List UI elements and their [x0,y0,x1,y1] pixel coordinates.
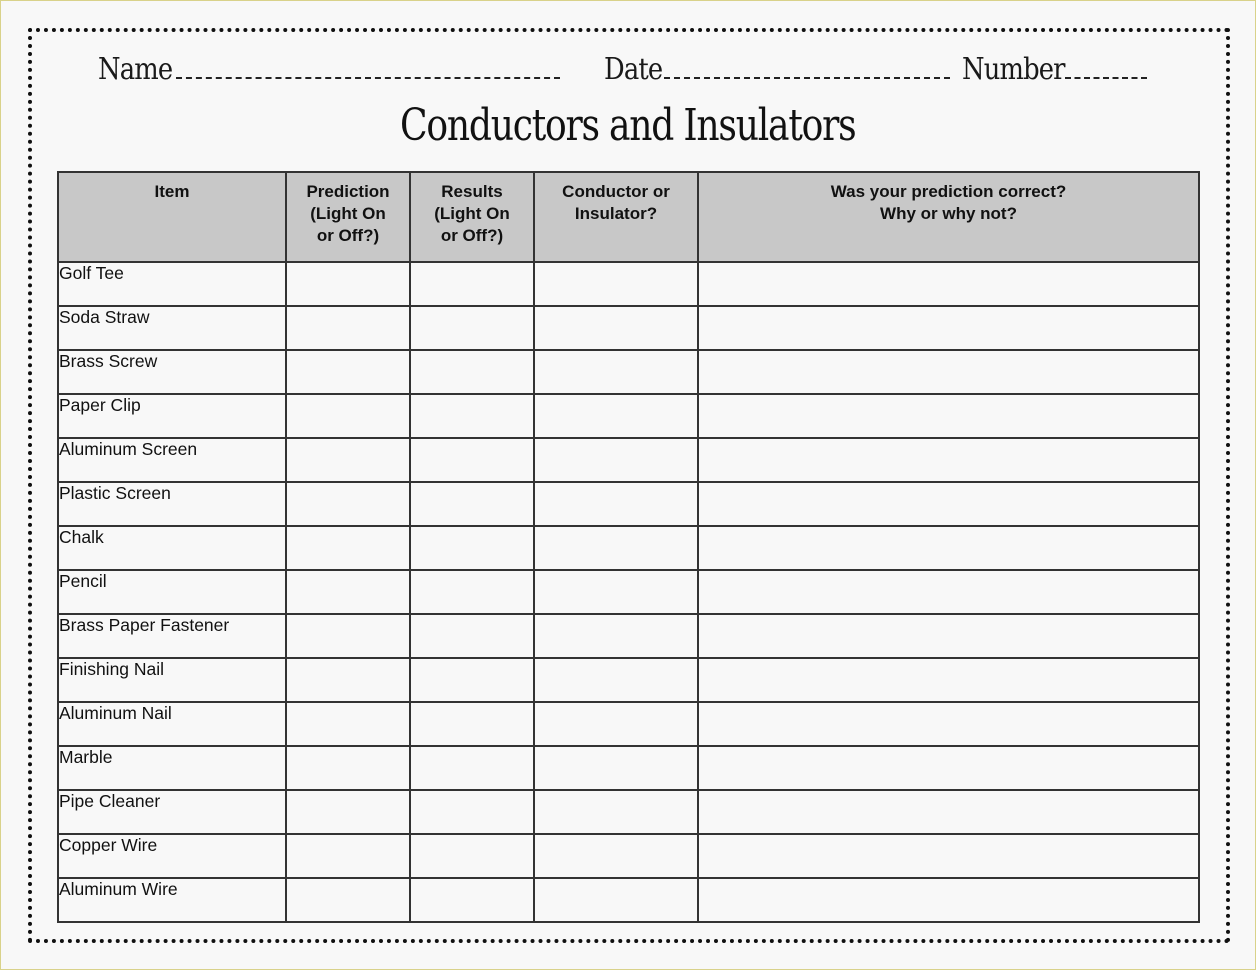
reflection-cell[interactable] [698,746,1199,790]
results-cell[interactable] [410,262,534,306]
item-name-cell: Brass Paper Fastener [58,614,286,658]
results-cell[interactable] [410,482,534,526]
conductor-or-insulator-cell[interactable] [534,306,698,350]
prediction-cell[interactable] [286,526,410,570]
item-name-cell: Chalk [58,526,286,570]
conductor-or-insulator-cell[interactable] [534,834,698,878]
header-text-line: Prediction [306,182,390,201]
conductor-or-insulator-cell[interactable] [534,570,698,614]
reflection-cell[interactable] [698,438,1199,482]
conductor-or-insulator-cell[interactable] [534,438,698,482]
conductor-or-insulator-cell[interactable] [534,702,698,746]
date-blank-line[interactable] [664,77,950,79]
reflection-cell[interactable] [698,658,1199,702]
table-row [58,438,1199,482]
table-row [58,350,1199,394]
prediction-cell[interactable] [286,878,410,922]
header-text-line: or Off?) [440,226,504,245]
table-row [58,790,1199,834]
header-text-line: Insulator? [574,204,658,223]
reflection-cell[interactable] [698,790,1199,834]
item-name-cell: Finishing Nail [58,658,286,702]
conductor-or-insulator-cell[interactable] [534,614,698,658]
number-label: Number [962,52,1065,87]
conductor-or-insulator-cell[interactable] [534,350,698,394]
prediction-cell[interactable] [286,394,410,438]
header-text-line: Conductor or [562,182,670,201]
item-name-cell: Marble [58,746,286,790]
column-header-results [410,172,534,262]
results-cell[interactable] [410,878,534,922]
observation-table [57,171,1200,923]
results-cell[interactable] [410,746,534,790]
conductor-or-insulator-cell[interactable] [534,262,698,306]
results-cell[interactable] [410,526,534,570]
prediction-cell[interactable] [286,658,410,702]
conductor-or-insulator-cell[interactable] [534,790,698,834]
reflection-cell[interactable] [698,570,1199,614]
header-text-line: Results [441,182,503,201]
prediction-cell[interactable] [286,614,410,658]
name-field[interactable] [98,52,560,87]
results-cell[interactable] [410,438,534,482]
prediction-cell[interactable] [286,438,410,482]
item-name-cell: Golf Tee [58,262,286,306]
reflection-cell[interactable] [698,526,1199,570]
header-text-line: Was your prediction correct? [830,182,1067,201]
table-row [58,262,1199,306]
reflection-cell[interactable] [698,350,1199,394]
item-name-cell: Copper Wire [58,834,286,878]
item-name-cell: Plastic Screen [58,482,286,526]
table-row [58,394,1199,438]
prediction-cell[interactable] [286,790,410,834]
prediction-cell[interactable] [286,306,410,350]
date-field[interactable] [604,52,950,87]
conductor-or-insulator-cell[interactable] [534,526,698,570]
header-text-line: Why or why not? [880,204,1017,223]
item-name-cell: Aluminum Screen [58,438,286,482]
prediction-cell[interactable] [286,262,410,306]
prediction-cell[interactable] [286,834,410,878]
item-name-cell: Aluminum Nail [58,702,286,746]
results-cell[interactable] [410,658,534,702]
item-name-cell: Brass Screw [58,350,286,394]
results-cell[interactable] [410,614,534,658]
prediction-cell[interactable] [286,746,410,790]
name-blank-line[interactable] [176,77,560,79]
table-body [58,262,1199,922]
table-header-row [58,172,1199,262]
number-field[interactable] [962,52,1147,87]
prediction-cell[interactable] [286,702,410,746]
results-cell[interactable] [410,394,534,438]
table-row [58,702,1199,746]
conductor-or-insulator-cell[interactable] [534,878,698,922]
results-cell[interactable] [410,834,534,878]
table-row [58,614,1199,658]
conductor-or-insulator-cell[interactable] [534,746,698,790]
header-text-line: Item [154,182,190,201]
number-blank-line[interactable] [1065,77,1147,79]
results-cell[interactable] [410,790,534,834]
column-header-prediction [286,172,410,262]
column-header-item [58,172,286,262]
worksheet-title [0,100,1256,151]
reflection-cell[interactable] [698,306,1199,350]
reflection-cell[interactable] [698,394,1199,438]
results-cell[interactable] [410,570,534,614]
item-name-cell: Soda Straw [58,306,286,350]
conductor-or-insulator-cell[interactable] [534,482,698,526]
worksheet-title-text: Conductors and Insulators [400,100,856,151]
name-label: Name [98,52,173,87]
table-row [58,482,1199,526]
item-name-cell: Aluminum Wire [58,878,286,922]
table-row [58,834,1199,878]
table-row [58,570,1199,614]
reflection-cell[interactable] [698,614,1199,658]
item-name-cell: Pencil [58,570,286,614]
prediction-cell[interactable] [286,350,410,394]
table-row [58,746,1199,790]
item-name-cell: Pipe Cleaner [58,790,286,834]
prediction-cell[interactable] [286,482,410,526]
table-row [58,878,1199,922]
reflection-cell[interactable] [698,878,1199,922]
conductor-or-insulator-cell[interactable] [534,658,698,702]
item-name-cell: Paper Clip [58,394,286,438]
date-label: Date [604,52,663,87]
student-info-line [0,52,1256,96]
results-cell[interactable] [410,306,534,350]
conductor-or-insulator-cell[interactable] [534,394,698,438]
header-text-line: (Light On [310,204,386,223]
table-row [58,526,1199,570]
results-cell[interactable] [410,702,534,746]
table-row [58,306,1199,350]
header-text-line: (Light On [434,204,510,223]
reflection-cell[interactable] [698,482,1199,526]
reflection-cell[interactable] [698,702,1199,746]
column-header-prediction-correct [698,172,1199,262]
reflection-cell[interactable] [698,834,1199,878]
column-header-conductor-or-insulator [534,172,698,262]
results-cell[interactable] [410,350,534,394]
reflection-cell[interactable] [698,262,1199,306]
prediction-cell[interactable] [286,570,410,614]
header-text-line: or Off?) [316,226,380,245]
table-row [58,658,1199,702]
